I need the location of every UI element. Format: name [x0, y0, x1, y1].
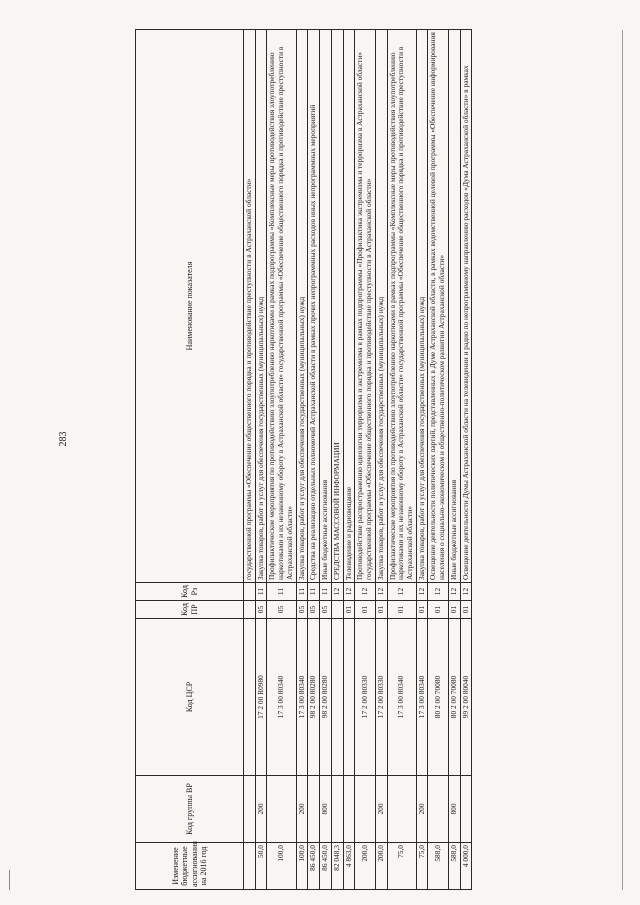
cell-vr: 200 [296, 776, 308, 843]
cell-vr: 200 [416, 776, 428, 843]
cell-vr [267, 776, 296, 843]
cell-rz: 11 [308, 583, 320, 601]
cell-pr: 01 [343, 601, 355, 619]
cell-pr: 05 [267, 601, 296, 619]
cell-pr: 01 [387, 601, 416, 619]
cell-name: Закупка товаров, работ и услуг для обеспечения государственных (муниципальных) нужд [416, 30, 428, 583]
cell-pr: 05 [296, 601, 308, 619]
cell-name: Иные бюджетные ассигнования [448, 30, 460, 583]
cell-rz: 12 [428, 583, 448, 601]
cell-amount: 100,0 [267, 843, 296, 890]
cell-vr [428, 776, 448, 843]
cell-name: Освещение деятельности политических партий, представленных в Думе Астраханской области, в рамках ведомственной целевой программы «Обеспечение информирования населения о социально-экономическом и общественно-политическом развитии Астраханской области» [428, 30, 448, 583]
cell-name: Средства на реализацию отдельных полномочий Астраханской области в рамках прочих непрограммных расходов иных непрограммных мероприятий [308, 30, 320, 583]
cell-rz: 12 [387, 583, 416, 601]
cell-vr [460, 776, 472, 843]
cell-amount: 75,0 [387, 843, 416, 890]
cell-rz: 11 [255, 583, 267, 601]
cell-rz: 12 [460, 583, 472, 601]
cell-rz: 11 [320, 583, 332, 601]
cell-amount: 86 450,0 [308, 843, 320, 890]
table-row [308, 30, 320, 890]
cell-name: Закупка товаров, работ и услуг для обеспечения государственных (муниципальных) нужд [375, 30, 387, 583]
table-row [343, 30, 355, 890]
cell-rz: 12 [375, 583, 387, 601]
cell-amount: 86 450,0 [320, 843, 332, 890]
cell-pr: 01 [460, 601, 472, 619]
cell-rz: 12 [355, 583, 375, 601]
cell-csr: 17 2 00 80330 [355, 619, 375, 776]
cell-amount: 100,0 [296, 843, 308, 890]
cell-pr: 01 [428, 601, 448, 619]
cell-amount: 4 863,0 [343, 843, 355, 890]
cell-rz: 12 [331, 583, 343, 601]
cell-name: Профилактические мероприятия по противодействию злоупотреблению наркотиками в рамках подпрограммы «Комплексные меры противодействия злоупотреблению наркотиками и их незаконному обороту в Астраханской области» государственной программы «Обеспечение общественного порядка и противодействие преступности в Астраханской области» [387, 30, 416, 583]
cell-csr: 98 2 00 80280 [320, 619, 332, 776]
cell-vr: 800 [448, 776, 460, 843]
cell-pr: 05 [255, 601, 267, 619]
cell-name: Закупка товаров, работ и услуг для обеспечения государственных (муниципальных) нужд [255, 30, 267, 583]
cell-csr: 98 2 00 80280 [308, 619, 320, 776]
cell-csr [343, 619, 355, 776]
cell-pr: 05 [308, 601, 320, 619]
cell-amount [244, 843, 256, 890]
cell-name: Телевидение и радиовещание [343, 30, 355, 583]
cell-amount: 200,0 [355, 843, 375, 890]
cell-pr: 05 [320, 601, 332, 619]
cell-name: Профилактические мероприятия по противодействию злоупотреблению наркотиками в рамках подпрограммы «Комплексные меры противодействия злоупотреблению наркотиками и их незаконному обороту в Астраханской области» государственной программы «Обеспечение общественного порядка и противодействие преступности в Астраханской области» [267, 30, 296, 583]
cell-csr: 17 3 00 80340 [416, 619, 428, 776]
cell-csr: 17 3 00 80340 [296, 619, 308, 776]
cell-vr [244, 776, 256, 843]
cell-csr: 80 2 00 70080 [428, 619, 448, 776]
cell-csr [244, 619, 256, 776]
cell-pr: 01 [416, 601, 428, 619]
table-row [296, 30, 308, 890]
cell-amount: 200,0 [375, 843, 387, 890]
table-row [375, 30, 387, 890]
table-row [255, 30, 267, 890]
cell-vr [343, 776, 355, 843]
cell-vr: 200 [375, 776, 387, 843]
table-row [244, 30, 256, 890]
table-row [428, 30, 448, 890]
cell-vr [355, 776, 375, 843]
cell-pr [244, 601, 256, 619]
cell-rz: 11 [296, 583, 308, 601]
cell-vr [331, 776, 343, 843]
cell-vr: 200 [255, 776, 267, 843]
cell-csr [331, 619, 343, 776]
cell-csr: 17 2 00 R0980 [255, 619, 267, 776]
scan-mark-left [9, 870, 10, 890]
header-vr: Код группы ВР [136, 776, 244, 843]
cell-amount: 50,0 [255, 843, 267, 890]
cell-pr: 01 [375, 601, 387, 619]
table-row [331, 30, 343, 890]
header-amount: Изменение бюджетные ассигнования на 2016 год [136, 843, 244, 890]
table-row [320, 30, 332, 890]
cell-name: государственной программы «Обеспечение общественного порядка и противодействие преступности в Астраханской области» [244, 30, 256, 583]
cell-pr [331, 601, 343, 619]
cell-name: СРЕДСТВА МАССОВОЙ ИНФОРМАЦИИ [331, 30, 343, 583]
header-name: Наименование показателя [136, 30, 244, 583]
header-rz: Код Рз [136, 583, 244, 601]
cell-rz: 12 [343, 583, 355, 601]
cell-rz: 12 [448, 583, 460, 601]
cell-vr: 800 [320, 776, 332, 843]
header-csr: Код ЦСР [136, 619, 244, 776]
scan-mark-right [622, 30, 623, 890]
cell-pr: 01 [448, 601, 460, 619]
cell-amount: 588,0 [448, 843, 460, 890]
table-row [267, 30, 296, 890]
cell-rz: 12 [416, 583, 428, 601]
cell-name: Противодействие распространению идеологии терроризма и экстремизма в рамках подпрограммы «Профилактика экстремизма и терроризма в Астраханской области» государственной программы «Обеспечение общественного порядка и противодействие преступности в Астраханской области» [355, 30, 375, 583]
cell-amount: 4 000,0 [460, 843, 472, 890]
cell-name: Закупка товаров, работ и услуг для обеспечения государственных (муниципальных) нужд [296, 30, 308, 583]
table-row [448, 30, 460, 890]
cell-csr: 17 3 00 80340 [387, 619, 416, 776]
table-row [387, 30, 416, 890]
header-pr: Код ПР [136, 601, 244, 619]
cell-vr [387, 776, 416, 843]
table-row [460, 30, 472, 890]
table-row [416, 30, 428, 890]
cell-amount: 588,0 [428, 843, 448, 890]
cell-amount: 82 048,3 [331, 843, 343, 890]
cell-csr: 80 2 00 70080 [448, 619, 460, 776]
cell-vr [308, 776, 320, 843]
cell-rz [244, 583, 256, 601]
page-number: 283 [58, 431, 69, 447]
budget-table [135, 29, 472, 890]
table-row [355, 30, 375, 890]
cell-name: Освещение деятельности Думы Астраханской области на телевидении и радио по непрограммному направлению расходов «Дума Астраханской области» в рамках [460, 30, 472, 583]
cell-amount: 75,0 [416, 843, 428, 890]
cell-csr: 99 2 00 80040 [460, 619, 472, 776]
cell-csr: 17 2 00 80330 [375, 619, 387, 776]
cell-pr: 01 [355, 601, 375, 619]
cell-csr: 17 3 00 80340 [267, 619, 296, 776]
cell-rz: 11 [267, 583, 296, 601]
cell-name: Иные бюджетные ассигнования [320, 30, 332, 583]
